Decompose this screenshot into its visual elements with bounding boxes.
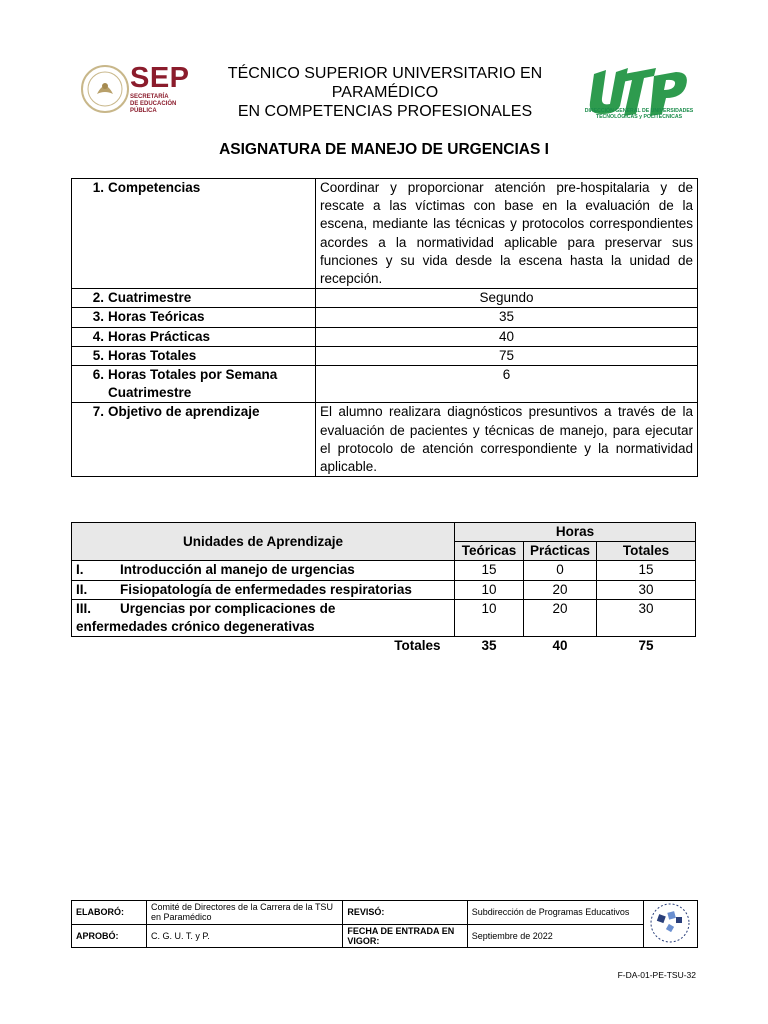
- sep-logo-text: SEP: [130, 62, 190, 94]
- fecha-value: Septiembre de 2022: [467, 924, 643, 948]
- footer-logo: [643, 901, 698, 948]
- elaboro-value: Comité de Directores de la Carrera de la TSU en Paramédico: [147, 901, 343, 925]
- approval-footer-table: [71, 900, 698, 948]
- info-row: 2. Cuatrimestre Segundo: [72, 289, 698, 308]
- document-code: F-DA-01-PE-TSU-32: [617, 970, 696, 980]
- aprobo-label: APROBÓ:: [72, 924, 147, 948]
- info-row: 7. Objetivo de aprendizaje El alumno realizara diagnósticos presuntivos a través de la evaluación de pacientes y técnicas de manejo, para ejecutar el protocolo de atención correspondiente y la normatividad aplicable.: [72, 403, 698, 477]
- info-value: 6: [316, 366, 698, 403]
- info-label: Horas Teóricas: [108, 309, 205, 325]
- info-label-continued: Cuatrimestre: [108, 385, 192, 401]
- teoricas-header: Teóricas: [455, 542, 524, 561]
- practicas-header: Prácticas: [524, 542, 597, 561]
- info-row: 5. Horas Totales 75: [72, 346, 698, 365]
- subject-title: ASIGNATURA DE MANEJO DE URGENCIAS I: [219, 141, 549, 158]
- info-value: El alumno realizara diagnósticos presuntivos a través de la evaluación de pacientes y técnicas de manejo, para ejecutar el protocolo de atención correspondiente y la normatividad aplicable.: [316, 403, 698, 477]
- units-header: Unidades de Aprendizaje: [72, 523, 455, 561]
- unit-name: Introducción al manejo de urgencias: [120, 562, 355, 578]
- unit-name: Urgencias por complicaciones de: [120, 600, 336, 616]
- program-title: TÉCNICO SUPERIOR UNIVERSITARIO EN PARAMÉDICO EN COMPETENCIAS PROFESIONALES: [227, 65, 543, 120]
- info-value: 40: [316, 327, 698, 346]
- info-row: 6. Horas Totales por Semana Cuatrimestre 6: [72, 366, 698, 403]
- hours-header: Horas: [455, 523, 696, 542]
- institution-logo-icon: [646, 901, 694, 945]
- totales-header: Totales: [597, 542, 696, 561]
- info-value: Segundo: [316, 289, 698, 308]
- info-row: 4. Horas Prácticas 40: [72, 327, 698, 346]
- info-label: Horas Prácticas: [108, 328, 211, 344]
- svg-text:y: y: [642, 98, 647, 108]
- table-row: III. Urgencias por complicaciones de enfermedades crónico degenerativas 10 20 30: [72, 599, 696, 636]
- totals-row: Totales 35 40 75: [72, 637, 696, 656]
- info-label: Competencias: [108, 180, 201, 195]
- elaboro-label: ELABORÓ:: [72, 901, 147, 925]
- info-label: Horas Totales por Semana: [108, 367, 278, 383]
- utp-logo-caption: DIRECCIÓN GENERAL DE UNIVERSIDADES TECNOLÓGICAS y POLITÉCNICAS: [584, 108, 694, 120]
- info-label: Horas Totales: [108, 347, 197, 363]
- mexico-seal-icon: [80, 64, 130, 114]
- info-row: 1. Competencias Coordinar y proporcionar atención pre-hospitalaria y de rescate a las víctimas con base en la evaluación de la escena, mediante las técnicas y protocolos correspondientes acordes a la normatividad aplicable para preservar sus funciones y su vida desde la escena hasta la unidad de recepción.: [72, 179, 698, 289]
- info-label: Cuatrimestre: [108, 290, 192, 306]
- unit-name: Fisiopatología de enfermedades respiratorias: [120, 581, 412, 597]
- info-label: Objetivo de aprendizaje: [108, 404, 260, 420]
- learning-units-table: [71, 522, 696, 655]
- sep-logo: [80, 62, 215, 116]
- reviso-value: Subdirección de Programas Educativos: [467, 901, 643, 925]
- subject-info-table: [71, 178, 698, 477]
- table-row: II. Fisiopatología de enfermedades respiratorias 10 20 30: [72, 580, 696, 599]
- fecha-label: FECHA DE ENTRADA EN VIGOR:: [343, 924, 467, 948]
- info-value: 35: [316, 308, 698, 327]
- reviso-label: REVISÓ:: [343, 901, 467, 925]
- info-value: 75: [316, 346, 698, 365]
- aprobo-value: C. G. U. T. y P.: [147, 924, 343, 948]
- sep-logo-subtitle: SECRETARÍA DE EDUCACIÓN PÚBLICA: [130, 94, 177, 114]
- totals-label: Totales: [394, 638, 441, 654]
- info-value: Coordinar y proporcionar atención pre-hospitalaria y de rescate a las víctimas con base en la evaluación de la escena, mediante las técnicas y protocolos correspondientes acordes a la normatividad aplicable para preservar sus funciones y su vida desde la escena hasta la unidad de recepción.: [316, 179, 698, 289]
- unit-name-continued: enfermedades crónico degenerativas: [76, 619, 315, 635]
- info-row: 3. Horas Teóricas 35: [72, 308, 698, 327]
- table-row: I. Introducción al manejo de urgencias 15 0 15: [72, 561, 696, 580]
